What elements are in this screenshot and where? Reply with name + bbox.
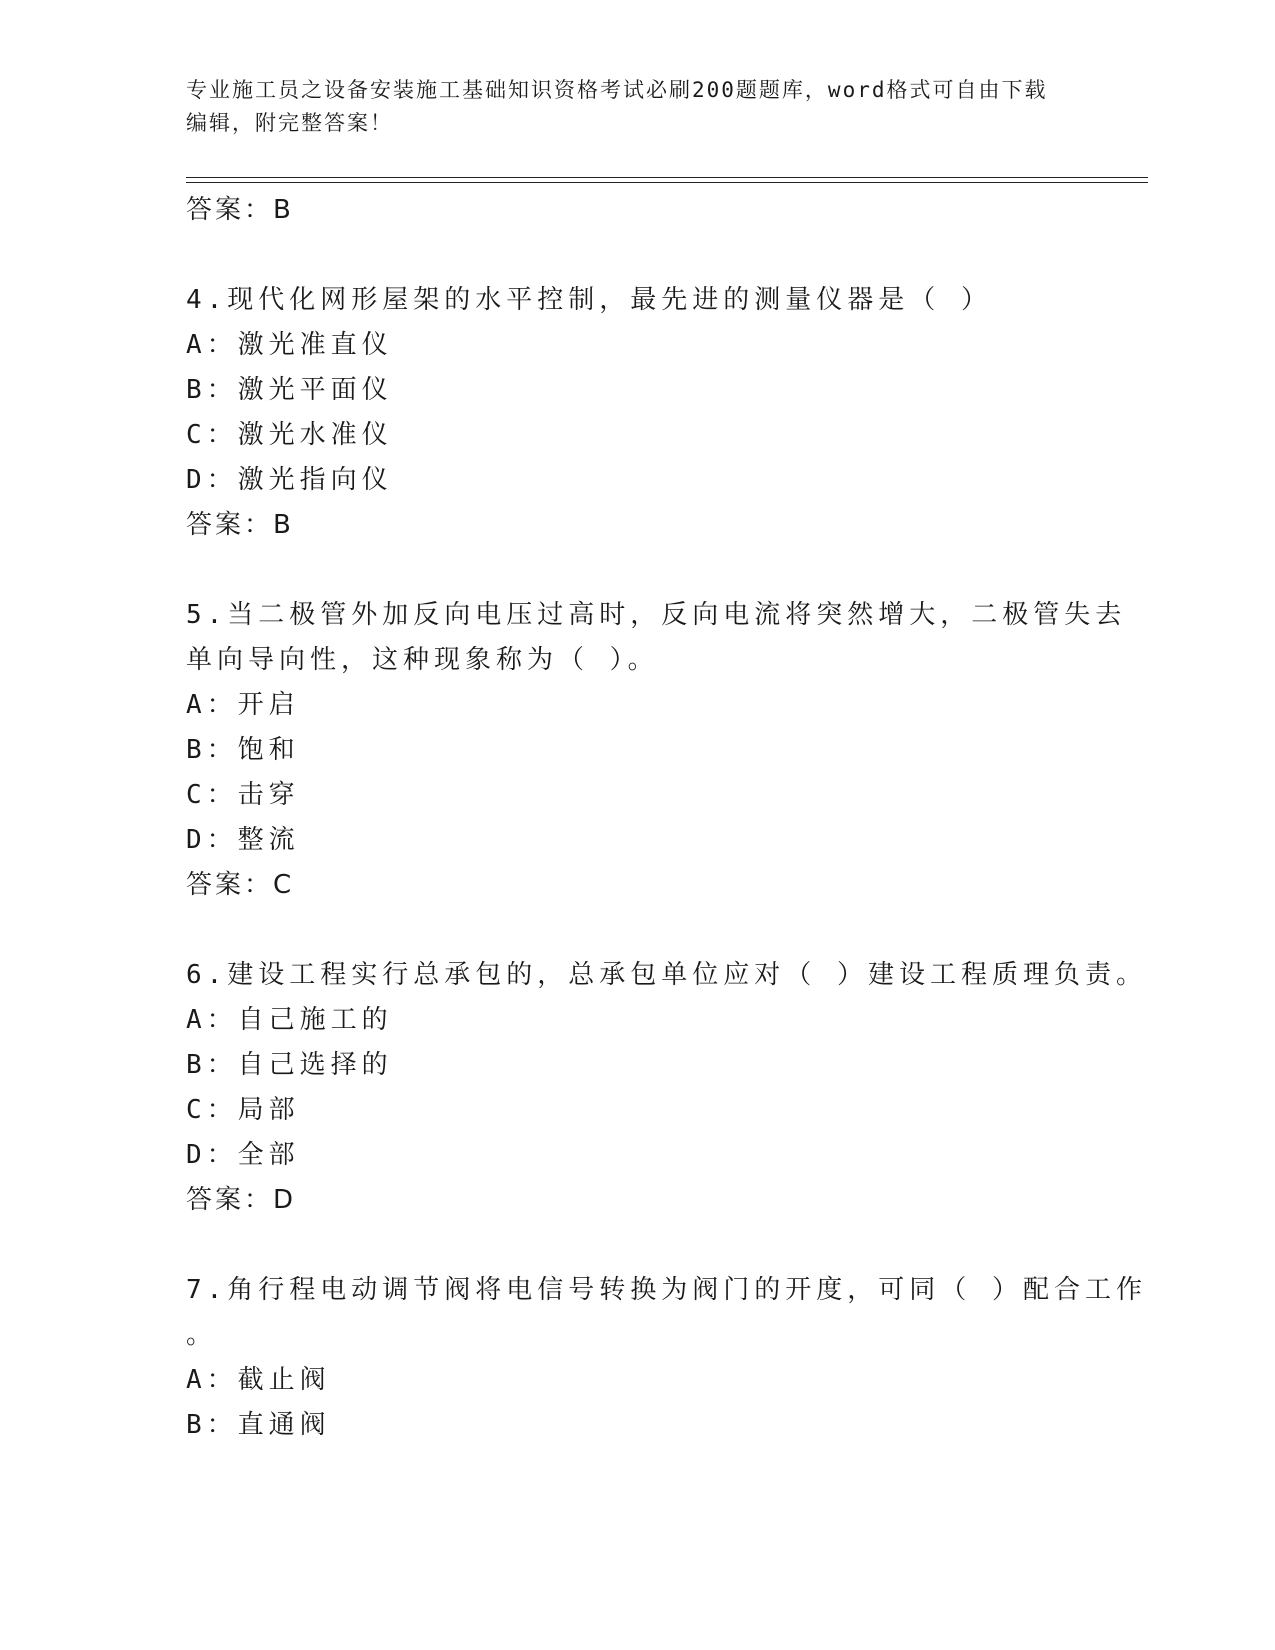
- option-b: B：激光平面仪: [186, 375, 393, 405]
- question-6: [186, 953, 1147, 1178]
- answer-q6: 答案：D: [186, 1185, 297, 1215]
- question-content: [186, 188, 1147, 1448]
- option-b: B：饱和: [186, 735, 300, 765]
- option-d: D：整流: [186, 825, 300, 855]
- option-a: A：激光准直仪: [186, 330, 393, 360]
- option-c: C：局部: [186, 1095, 300, 1125]
- option-b: B：直通阀: [186, 1410, 331, 1440]
- answer-q4: 答案：B: [186, 510, 294, 540]
- answer-q3: 答案：B: [186, 195, 294, 225]
- option-d: D：激光指向仪: [186, 465, 393, 495]
- question-5: [186, 593, 1127, 863]
- question-stem-continued: 。: [186, 1320, 218, 1350]
- option-a: A：截止阀: [186, 1365, 331, 1395]
- answer-q5: 答案：C: [186, 870, 295, 900]
- question-7: [186, 1268, 1147, 1448]
- question-stem: 5.当二极管外加反向电压过高时，反向电流将突然增大，二极管失去: [186, 600, 1127, 630]
- header-rule-bottom: [186, 182, 1148, 183]
- option-d: D：全部: [186, 1140, 300, 1170]
- spacer: [186, 908, 1086, 953]
- option-c: C：激光水准仪: [186, 420, 393, 450]
- question-stem: 7.角行程电动调节阀将电信号转换为阀门的开度，可同（ ）配合工作: [186, 1275, 1147, 1305]
- spacer: [186, 233, 1086, 278]
- option-c: C：击穿: [186, 780, 300, 810]
- spacer: [186, 548, 1086, 593]
- header-rule-top: [186, 177, 1148, 178]
- question-stem-continued: 单向导向性，这种现象称为（ ）。: [186, 645, 659, 675]
- question-stem: 6.建设工程实行总承包的，总承包单位应对（ ）建设工程质理负责。: [186, 960, 1147, 990]
- option-a: A：自己施工的: [186, 1005, 393, 1035]
- option-b: B：自己选择的: [186, 1050, 393, 1080]
- question-stem: 4.现代化网形屋架的水平控制，最先进的测量仪器是（ ）: [186, 285, 992, 315]
- question-4: [186, 278, 1086, 503]
- document-header: 专业施工员之设备安装施工基础知识资格考试必刷200题题库，word格式可自由下载编辑，附完整答案！: [186, 78, 1048, 135]
- spacer: [186, 1223, 1086, 1268]
- option-a: A：开启: [186, 690, 300, 720]
